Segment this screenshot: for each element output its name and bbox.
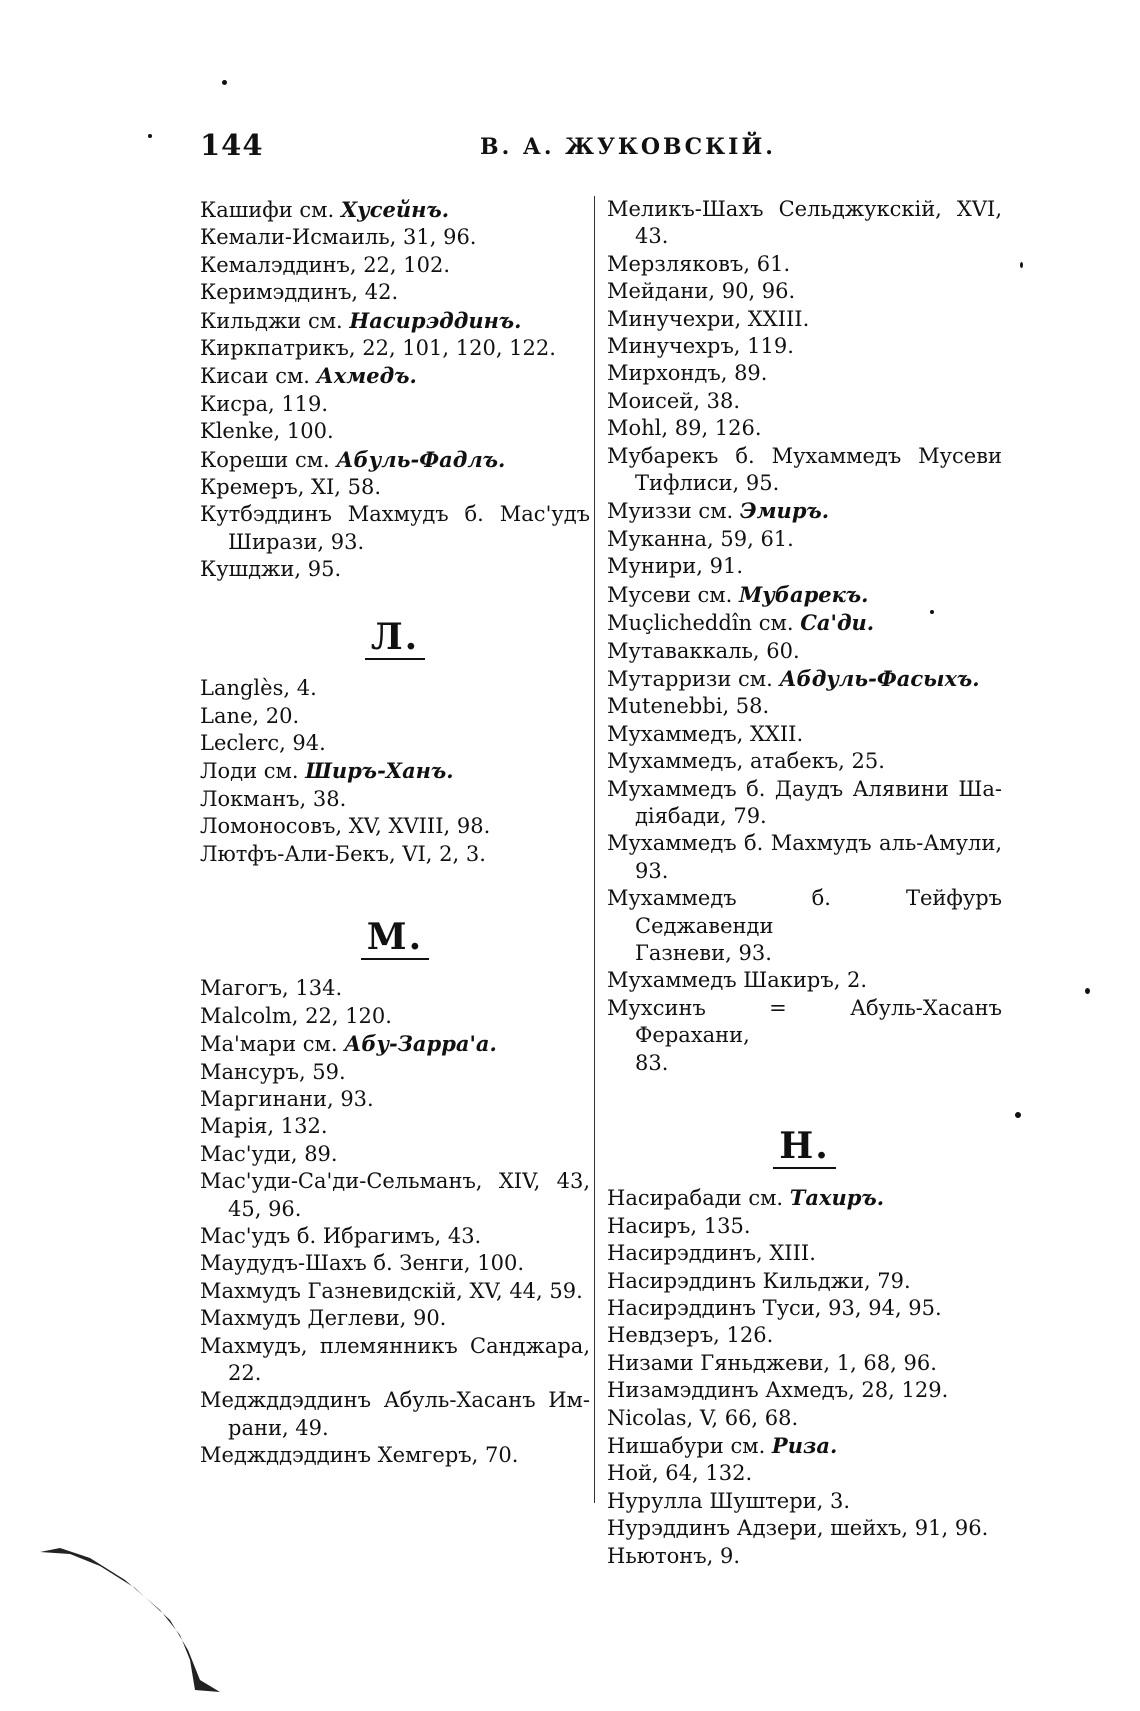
index-entry: Кильджи см. Насирэддинъ.	[200, 307, 522, 333]
index-entry: Mutenebbi, 58.	[607, 694, 770, 719]
index-entry: Мутарризи см. Абдуль-Фасыхъ.	[607, 665, 980, 691]
index-entry: Маргинани, 93.	[200, 1086, 374, 1111]
index-entry: Лютфъ-Али-Бекъ, VI, 2, 3.	[200, 841, 486, 866]
index-entry: Локманъ, 38.	[200, 786, 347, 811]
index-entry: Klenke, 100.	[200, 419, 334, 444]
index-entry: Кемали-Исмаиль, 31, 96.	[200, 225, 477, 250]
index-entry: Махмудъ Деглеви, 90.	[200, 1306, 447, 1331]
entries-m-cont	[607, 196, 1002, 1077]
scan-speck	[222, 80, 227, 85]
scan-speck	[1015, 1112, 1021, 1118]
index-entry: Мухаммедъ, атабекъ, 25.	[607, 749, 885, 774]
index-entry: Ломоносовъ, XV, XVIII, 98.	[200, 814, 491, 839]
index-entry: Насиръ, 135.	[607, 1213, 751, 1238]
index-entry: Мухсинъ = Абуль-Хасанъ Ферахани, 83.	[607, 995, 1002, 1075]
running-head: В. А. ЖУКОВСКІЙ.	[480, 134, 776, 160]
index-entry: Мансуръ, 59.	[200, 1059, 346, 1084]
index-entry: Мас'уди, 89.	[200, 1141, 338, 1166]
index-entry: Киркпатрикъ, 22, 101, 120, 122.	[200, 336, 556, 361]
index-entry: Нишабури см. Риза.	[607, 1433, 838, 1459]
index-entry: Мубарекъ б. Мухаммедъ Мусеви Тифлиси, 95.	[607, 443, 1002, 496]
index-column-left	[200, 196, 590, 1470]
index-entry: Кореши см. Абуль-Фадлъ.	[200, 446, 506, 472]
index-entry: Мас'уди-Са'ди-Сельманъ, XIV, 43, 45, 96.	[200, 1169, 590, 1221]
scan-smudge	[30, 1540, 230, 1700]
index-entry: Кисаи см. Ахмедъ.	[200, 363, 417, 389]
index-entry: Моисей, 38.	[607, 388, 741, 413]
section-letter-l: Л.	[200, 624, 590, 651]
index-entry: Мирхондъ, 89.	[607, 361, 768, 386]
index-entry: Ньютонъ, 9.	[607, 1543, 741, 1568]
index-entry: Невдзеръ, 126.	[607, 1323, 774, 1348]
index-entry: Насирабади см. Тахиръ.	[607, 1185, 885, 1211]
index-entry: Махмудъ Газневидскій, XV, 44, 59.	[200, 1278, 583, 1303]
section-letter-n: Н.	[607, 1133, 1002, 1160]
index-entry: Мутаваккаль, 60.	[607, 638, 800, 663]
index-entry: Муиззи см. Эмиръ.	[607, 498, 830, 524]
scan-speck	[1020, 262, 1023, 268]
index-entry: Мас'удъ б. Ибрагимъ, 43.	[200, 1224, 482, 1248]
entries-n	[607, 1184, 1002, 1570]
index-entry: Мухаммедъ б. Тейфуръ Седжавенди Газневи, 93.	[607, 886, 1002, 965]
index-entry: Мерзляковъ, 61.	[607, 251, 791, 276]
index-entry: Мухаммедъ, XXII.	[607, 721, 804, 746]
index-entry: Муканна, 59, 61.	[607, 526, 794, 551]
index-entry: Низамэддинъ Ахмедъ, 28, 129.	[607, 1378, 949, 1403]
index-entry: Langlès, 4.	[200, 676, 317, 701]
index-entry: Насирэддинъ Туси, 93, 94, 95.	[607, 1296, 942, 1321]
index-entry: Насирэддинъ, XIII.	[607, 1241, 816, 1266]
scan-speck	[148, 134, 152, 138]
index-entry: Mohl, 89, 126.	[607, 416, 762, 441]
index-entry: Меликъ-Шахъ Сельджукскій, XVI, 43.	[607, 197, 1002, 249]
column-rule	[594, 196, 595, 1503]
index-entry: Ма'мари см. Абу-Зарра'а.	[200, 1031, 497, 1057]
index-entry: Маудудъ-Шахъ б. Зенги, 100.	[200, 1251, 525, 1276]
entries-k	[200, 196, 590, 584]
index-entry: Ной, 64, 132.	[607, 1461, 753, 1486]
index-entry: Махмудъ, племянникъ Санджара, 22.	[200, 1333, 590, 1386]
scan-speck	[1085, 988, 1090, 994]
index-entry: Мусеви см. Мубарекъ.	[607, 581, 869, 607]
index-entry: Кисра, 119.	[200, 391, 329, 416]
index-column-right	[607, 196, 1002, 1570]
index-entry: Кемалэддинъ, 22, 102.	[200, 252, 451, 277]
index-entry: Меджддэддинъ Хемгеръ, 70.	[200, 1443, 519, 1468]
index-entry: Минучехри, XXIII.	[607, 306, 810, 331]
index-entry: Malcolm, 22, 120.	[200, 1003, 392, 1028]
index-entry: Мухаммедъ б. Даудъ Алявини Ша- дiябади, 79.	[607, 776, 1002, 828]
index-entry: Muçlicheddîn см. Са'ди.	[607, 610, 875, 636]
index-entry: Кашифи см. Хусейнъ.	[200, 197, 450, 222]
index-entry: Мухаммедъ б. Махмудъ аль-Амули, 93.	[607, 831, 1002, 883]
index-entry: Кушджи, 95.	[200, 557, 342, 582]
index-entry: Нурулла Шуштери, 3.	[607, 1488, 851, 1513]
index-entry: Магогъ, 134.	[200, 976, 343, 1001]
index-entry: Меджддэддинъ Абуль-Хасанъ Им- рани, 49.	[200, 1388, 590, 1440]
index-entry: Lane, 20.	[200, 703, 300, 728]
index-entry: Марія, 132.	[200, 1114, 328, 1139]
index-entry: Мейдани, 90, 96.	[607, 279, 796, 304]
page-number: 144	[200, 128, 264, 162]
index-entry: Кутбэддинъ Махмудъ б. Мас'удъ Ширази, 93.	[200, 502, 590, 554]
index-entry: Кремеръ, XI, 58.	[200, 475, 382, 500]
index-entry: Лоди см. Ширъ-Ханъ.	[200, 758, 454, 784]
index-entry: Низами Гяньджеви, 1, 68, 96.	[607, 1350, 937, 1375]
index-entry: Насирэддинъ Кильджи, 79.	[607, 1268, 911, 1293]
entries-l	[200, 675, 590, 868]
index-entry: Мухаммедъ Шакиръ, 2.	[607, 968, 868, 993]
index-entry: Мунири, 91.	[607, 554, 744, 579]
index-entry: Leclerc, 94.	[200, 730, 326, 755]
index-entry: Нурэддинъ Адзери, шейхъ, 91, 96.	[607, 1516, 989, 1541]
index-entry: Керимэддинъ, 42.	[200, 280, 399, 305]
section-letter-m: М.	[200, 924, 590, 951]
index-entry: Минучехръ, 119.	[607, 334, 794, 359]
entries-m	[200, 975, 590, 1469]
index-entry: Nicolas, V, 66, 68.	[607, 1405, 799, 1430]
